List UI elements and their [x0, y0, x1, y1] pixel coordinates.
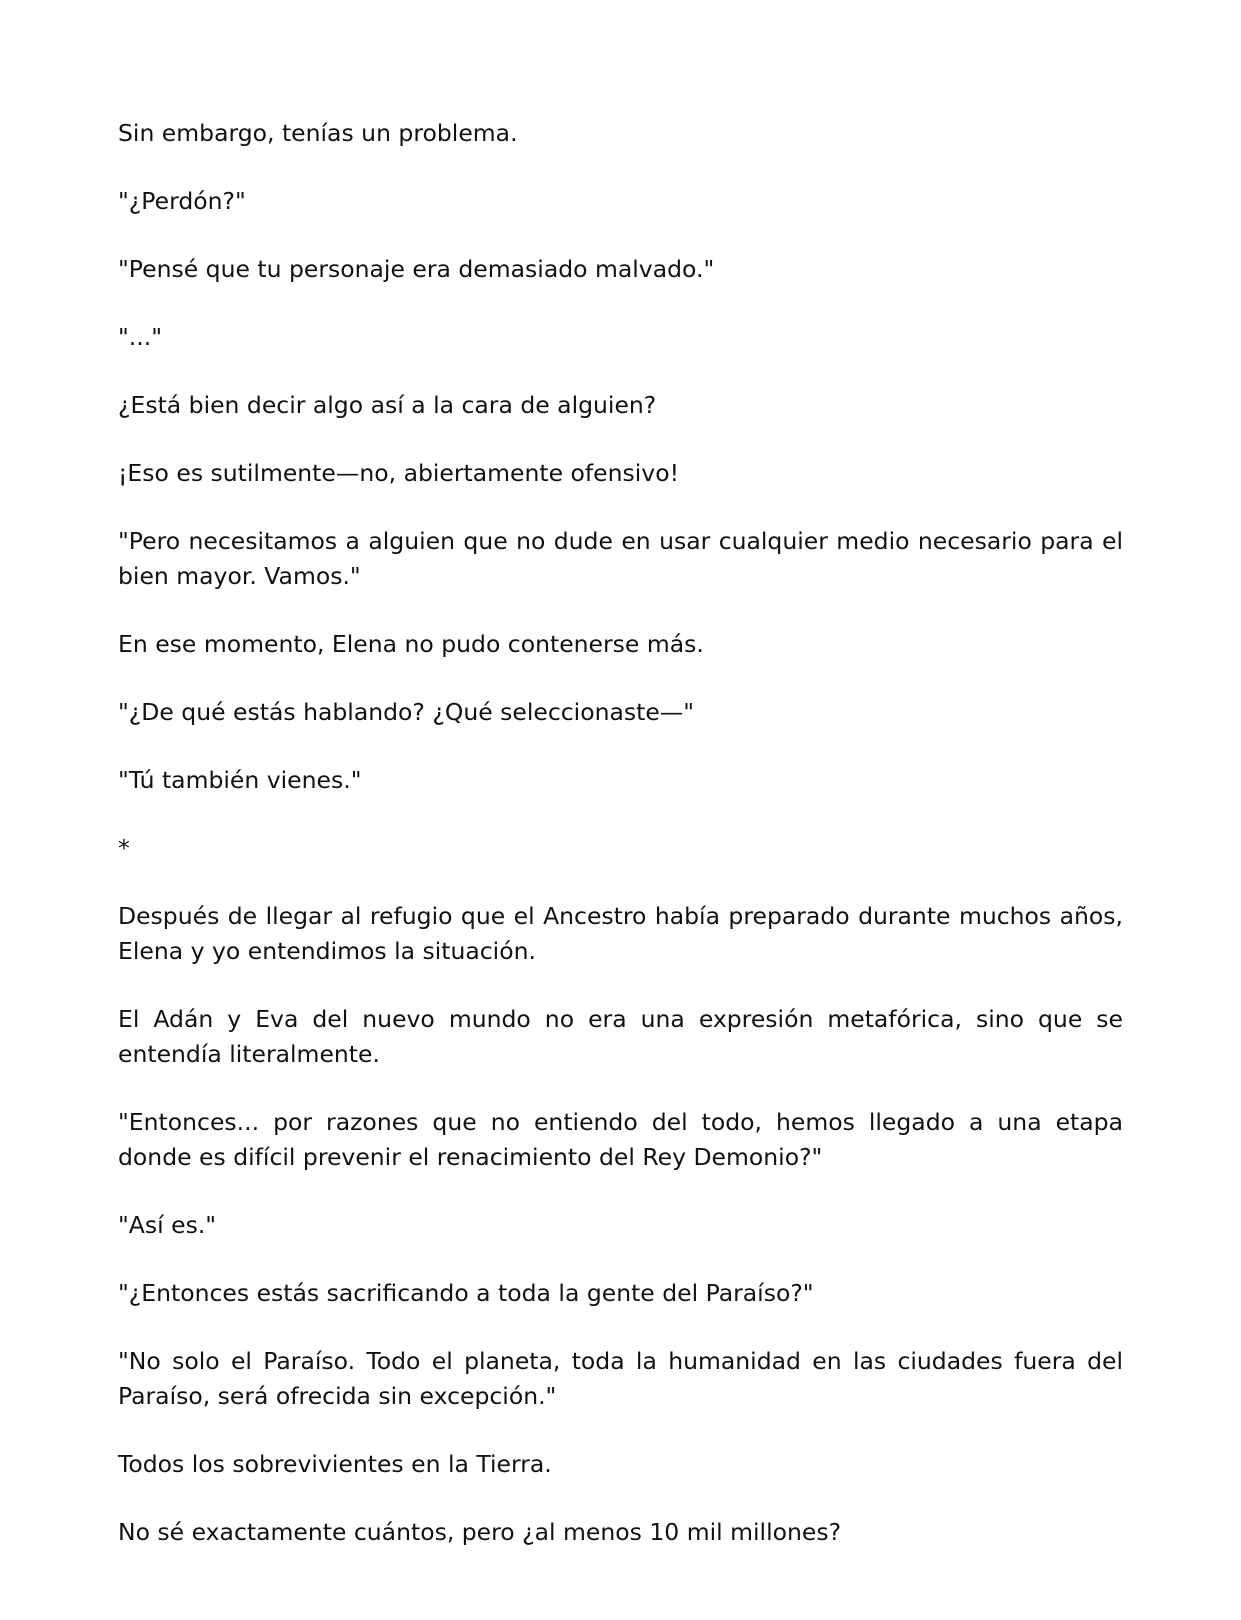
paragraph: "¿Perdón?"	[118, 187, 246, 215]
paragraph: "Tú también vienes."	[118, 766, 362, 794]
paragraph: "Pensé que tu personaje era demasiado malvado."	[118, 255, 715, 283]
paragraph: "¿Entonces estás sacrificando a toda la gente del Paraíso?"	[118, 1279, 814, 1307]
paragraph: En ese momento, Elena no pudo contenerse más.	[118, 630, 704, 658]
scene-break: *	[118, 834, 130, 862]
paragraph: ¡Eso es sutilmente—no, abiertamente ofensivo!	[118, 459, 680, 487]
paragraph: El Adán y Eva del nuevo mundo no era una expresión metafórica, sino que se entendía literalmente.	[118, 1005, 1123, 1068]
paragraph: Después de llegar al refugio que el Ancestro había preparado durante muchos años, Elena y yo entendimos la situación.	[118, 902, 1123, 965]
paragraph: "¿De qué estás hablando? ¿Qué seleccionaste—"	[118, 698, 695, 726]
paragraph: No sé exactamente cuántos, pero ¿al menos 10 mil millones?	[118, 1518, 842, 1546]
paragraph: "..."	[118, 323, 163, 351]
paragraph: "Entonces... por razones que no entiendo del todo, hemos llegado a una etapa donde es difícil prevenir el renacimiento del Rey Demonio?"	[118, 1108, 1123, 1171]
paragraph: Todos los sobrevivientes en la Tierra.	[118, 1450, 552, 1478]
paragraph: "No solo el Paraíso. Todo el planeta, toda la humanidad en las ciudades fuera del Paraíso, será ofrecida sin excepción."	[118, 1347, 1123, 1410]
paragraph: "Así es."	[118, 1211, 217, 1239]
document-body	[118, 116, 1123, 1583]
paragraph: Sin embargo, tenías un problema.	[118, 119, 518, 147]
paragraph: "Pero necesitamos a alguien que no dude en usar cualquier medio necesario para el bien mayor. Vamos."	[118, 527, 1123, 590]
paragraph: ¿Está bien decir algo así a la cara de alguien?	[118, 391, 657, 419]
